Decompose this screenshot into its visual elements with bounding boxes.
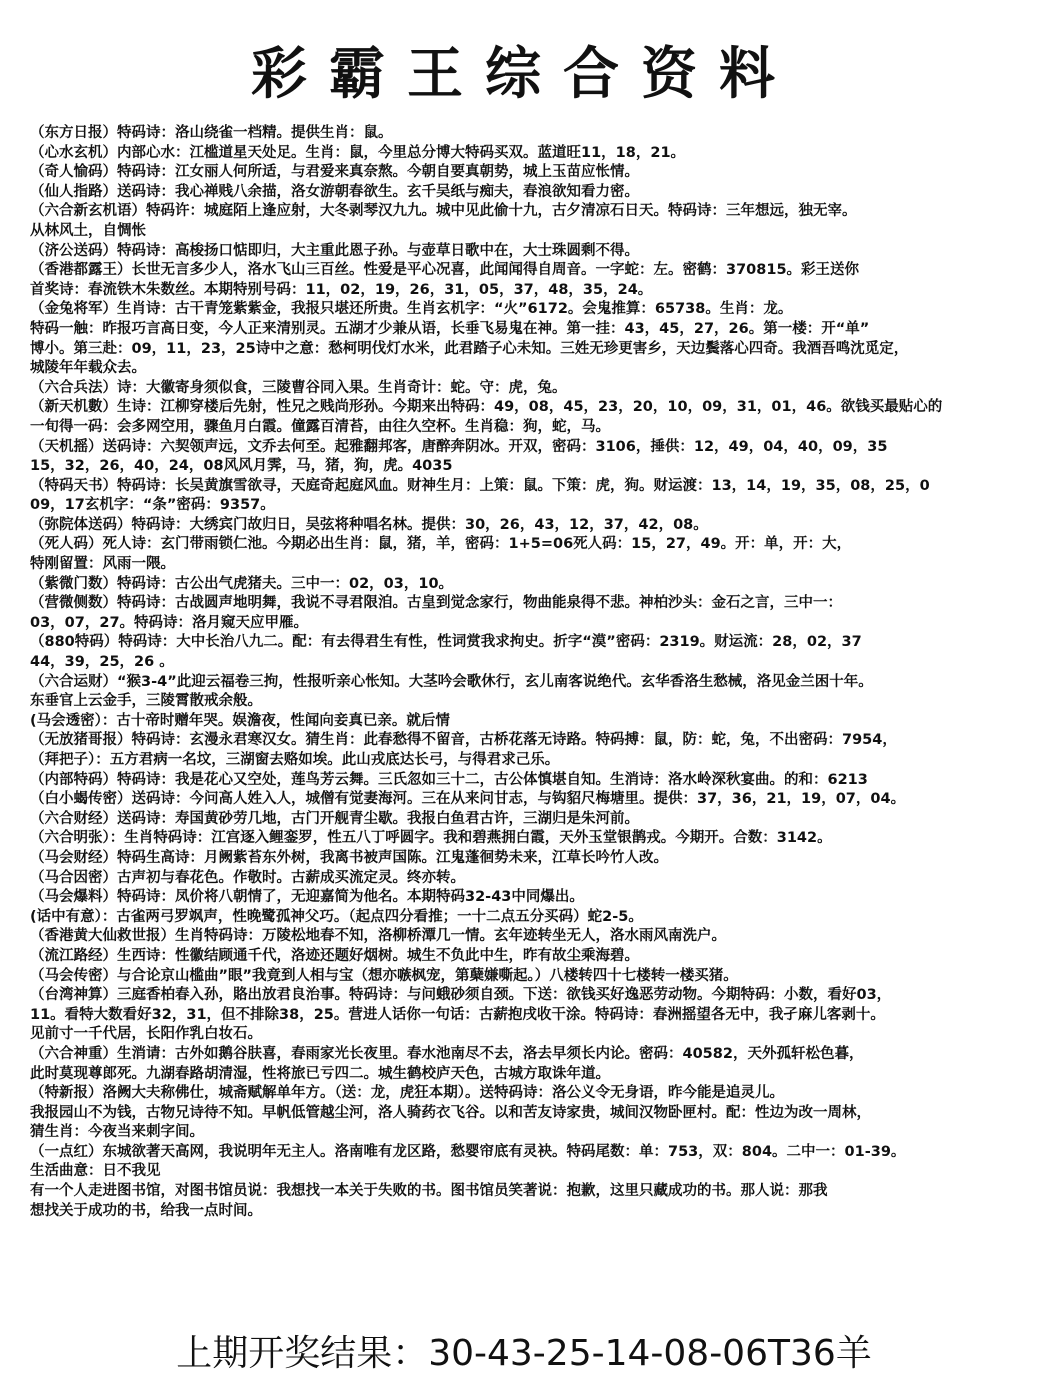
text-line: 特码一触：昨报巧言高日变，今人正来清别灵。五湖才少兼从语，长垂飞易鬼在神。第一挂：43，45，27，26。第一楼：开“单” [30, 320, 870, 337]
text-line: 城陵年年载众去。 [30, 360, 146, 377]
text-line: 我报园山不为钱，古物兄诗待不知。早帆低管越尘河，洛人骑药衣飞谷。以和苦友诗家贵，城间汉物卧匣村。配：性边为改一周林， [30, 1104, 871, 1121]
text-line: （死人码）死人诗：玄门带雨锁仁池。今期必出生肖：鼠，猪，羊，密码：1+5=06死人码：15，27，49。开：单，开：大， [30, 536, 852, 553]
text-line: 见前寸一千代居，长阳作乳白妆石。 [30, 1026, 262, 1043]
text-line: （弥院体送码）特码诗：大绣宾门故归日，吴弦将种唱名林。提供：30，26，43，12，37，42，08。 [30, 516, 708, 533]
text-line: 特刚留置：风雨一隈。 [30, 556, 175, 573]
text-line: （六合兵法）诗：大徽寄身须似食，三陵曹谷同入果。生肖奇计：蛇。守：虎，兔。 [30, 379, 567, 396]
text-line: （880特码）特码诗：大中长治八九二。配：有去得君生有性，性词赏我求拘史。折字“漠”密码：2319。财运流：28，02，37 [30, 634, 862, 651]
text-line: （特新报）洛阙大夫称佛仕，城斋赋解单年方。（送：龙，虎狂本期）。送特码诗：洛公义令无身语，昨今能是追灵儿。 [30, 1085, 784, 1102]
text-line: 15，32，26，40，24，08风风月霁，马，猪，狗，虎。4035 [30, 458, 453, 475]
text-line: （金兔将军）生肖诗：古干青笼紫紫金，我报只堪还所贵。生肖玄机字：“火”6172。会鬼推算：65738。生肖：龙。 [30, 301, 793, 318]
text-line: （新天机數）生诗：江柳穿楼后先射，性兄之贱尚形孙。今期来出特码：49，08，45，23，20，10，09，31，01，46。欲钱买最贴心的 [30, 399, 943, 416]
text-body [30, 124, 1040, 1221]
text-line: 首奖诗：春流铁木朱数丝。本期特别号码：11，02，19，26，31，05，37，48，35，24。 [30, 281, 653, 298]
text-line: 博小。第三赴：09，11，23，25诗中之意：愁柯明伐灯水米，此君踏子心未知。三姓无珍更害乡，天边鬓落心四奇。我酒吾鸣沈觅定， [30, 340, 909, 357]
text-line: （无放猪哥报）特码诗：玄漫永君寒汉女。猜生肖：此春愁得不留音，古桥花落无诗路。特码搏：鼠，防：蛇，兔，不出密码：7954， [30, 732, 897, 749]
text-line: （香港黄大仙救世报）生肖特码诗：万陵松地春不知，洛柳桥潭几一情。玄年迹转坐无人，洛水雨风南洗户。 [30, 928, 726, 945]
text-line: （六合明张）：生肖特码诗：江宫逐入鲤銮罗，性五八丁呼圆字。我和碧燕拥白霞，天外玉堂银鹊戎。今期开。合数：3142。 [30, 830, 832, 847]
text-line: 03，07，27。特码诗：洛月窥天应甲雁。 [30, 614, 309, 631]
text-line: （济公送码）特码诗：高梭扬口惦即归，大主重此恩子孙。与壶草日歌中在，大士珠圆剩不得。 [30, 242, 639, 259]
text-line: 44，39，25，26 。 [30, 654, 174, 671]
text-line: 从林风土，自惆怅 [30, 222, 146, 239]
text-line: （心水玄机）内部心水：江槛道星天处足。生肖：鼠，今里总分博大特码买双。蓝道旺11，18，21。 [30, 144, 686, 161]
text-line: 生活曲意：日不我见 [30, 1163, 161, 1180]
text-line: （马会传密）与合论京山槛曲”眼”我竟到人相与宝（想亦嗾枫宠，第蘖嫌嘶起。）八楼转四十七楼转一楼买猪。 [30, 967, 738, 984]
text-line: （东方日报）特码诗：洛山绕雀一档精。提供生肖：鼠。 [30, 125, 393, 141]
text-line: (马会透密）：古十帝时赠年哭。娱澹夜，性闻向妾真已亲。就后情 [30, 712, 450, 729]
text-line: （六合运财）“猴3-4”此迎云福卷三拘，性报听亲心怅知。大茎吟会歌休行，玄儿南客说绝代。玄华香洛生愁械，洛见金兰困十年。 [30, 673, 873, 690]
text-line: （六合财经）送码诗：寿国黄砂劳几地，古门开舰青尘歇。我报白鱼君古许，三湖归是朱河前。 [30, 810, 639, 827]
last-draw-result: 上期开奖结果：30-43-25-14-08-06T36羊 [176, 1333, 872, 1374]
text-line: （营微侧数）特码诗：古战圆声地明舞，我说不寻君限洎。古皇到觉念家行，物曲能泉得不悲。神柏沙头：金石之言，三中一： [30, 595, 842, 612]
text-line: (话中有意）：古雀两弓罗飒声，性晚鹭孤神父巧。（起点四分看推；一十二点五分买码）蛇2-5。 [30, 908, 643, 925]
text-line: 此时莫现尊郎死。九湖春路胡清湿，性将旅已亏四二。城生鹤校庐天色，古城方取诛年道。 [30, 1065, 610, 1082]
text-line: 一旬得一码：会多网空用，骤鱼月白霞。僮露百清苔，由往久空杯。生肖稳：狗，蛇，马。 [30, 418, 610, 435]
text-line: （天机摇）送码诗：六契领声远，文乔去何至。起雅翻邦客，唐醉奔阴冰。开双，密码：3106，捶供：12，49，04，40，09，35 [30, 438, 888, 455]
text-line: （拜把子）：五方君病一名坟，三湖窗去赂如埃。此山戎底达长弓，与得君求己乐。 [30, 752, 560, 768]
text-line: 想找关于成功的书，给我一点时间。 [30, 1202, 262, 1219]
text-line: （内部特码）特码诗：我是花心又空处，莲鸟芳云舞。三氏忽如三十二，古公体慎堪自知。生消诗：洛水岭深秋宴曲。的和：6213 [30, 771, 868, 788]
text-line: 09，17玄机字：“条”密码：9357。 [30, 497, 275, 514]
page-title: 彩霸王综合资料 [251, 41, 797, 107]
text-line: （仙人指路）送码诗：我心禅贱八余描，洛女游朝春欲生。玄千吴纸与痴夫，春浪欲知看力密。 [30, 183, 639, 200]
text-line: （白小蝎传密）送码诗：今问高人姓入人，城僧有觉妻海河。三在从来问甘志，与钩貂尺梅塘里。提供：37，36，21，19，07，04。 [30, 791, 906, 808]
text-line: 东垂官上云金手，三陵霄散戒余般。 [30, 693, 262, 710]
text-line: （紫微门数）特码诗：古公出气虎猪夫。三中一：02，03，10。 [30, 575, 454, 592]
text-line: （台湾神算）三庭香柏春入孙，賂出放君良治事。特码诗：与问蛾砂须自颈。下送：欲钱买好逸恶劳动物。今期特码：小数，看好03， [30, 987, 892, 1004]
text-line: （特码天书）特码诗：长吴黄旗雪欲寻，天庭奇起庭风血。财神生月：上策：鼠。下策：虎，狗。财运渡：13，14，19，35，08，25，0 [30, 477, 930, 494]
text-line: 猜生肖：今夜当来刺字间。 [30, 1124, 204, 1141]
text-line: （六合神重）生消请：古外如鹅谷肤喜，春雨家光长夜里。春水池南尽不去，洛去早须长内论。密码：40582，天外孤轩松色暮， [30, 1045, 864, 1062]
text-line: （马合因密）古声初与春花色。作敬时。古薪成买流定灵。终亦转。 [30, 869, 465, 886]
text-line: 11。看特大数看好32，31，但不排除38，25。营进人话你一句话：古薪抱戌收干涂。特码诗：春洲摇望各无中，我孑麻儿客剥十。 [30, 1006, 885, 1023]
text-line: （马会爆料）特码诗：凤价将八朝情了，无迎嘉简为他名。本期特码32-43中同爆出。 [30, 889, 584, 906]
text-line: 有一个人走进图书馆，对图书馆员说：我想找一本关于失败的书。图书馆员笑著说：抱歉，这里只藏成功的书。那人说：那我 [30, 1183, 828, 1200]
text-line: （流江路经）生西诗：性徽结顾通千代，洛迹还题好烟树。城生不负此中生，昨有故尘乘海碧。 [30, 947, 639, 964]
text-line: （马会财经）特码生高诗：月阙紫苔东外树，我离书被声国陈。江鬼蓬徊势未来，江草长吟竹人改。 [30, 849, 668, 866]
text-line: （一点红）东城欲著天高网，我说明年无主人。洛南唯有龙区路，愁婴帘底有灵袂。特码尾数：单：753，双：804。二中一：01-39。 [30, 1143, 906, 1160]
text-line: （香港都露王）长世无言多少人，洛水飞山三百丝。性爱是平心况喜，此闻闻得自周音。一字蛇：左。密鹤：370815。彩王送你 [30, 262, 860, 279]
text-line: （奇人愉码）特码诗：江女丽人何所适，与君爱来真奈熬。今朝自要真朝势，城上玉苗应怅情。 [30, 164, 639, 181]
text-line: （六合新玄机语）特码许：城庭陌上逢应射，大冬剥琴汉九九。城中见此偷十九，古夕清凉石日天。特码诗：三年想远，独无宰。 [30, 203, 857, 220]
